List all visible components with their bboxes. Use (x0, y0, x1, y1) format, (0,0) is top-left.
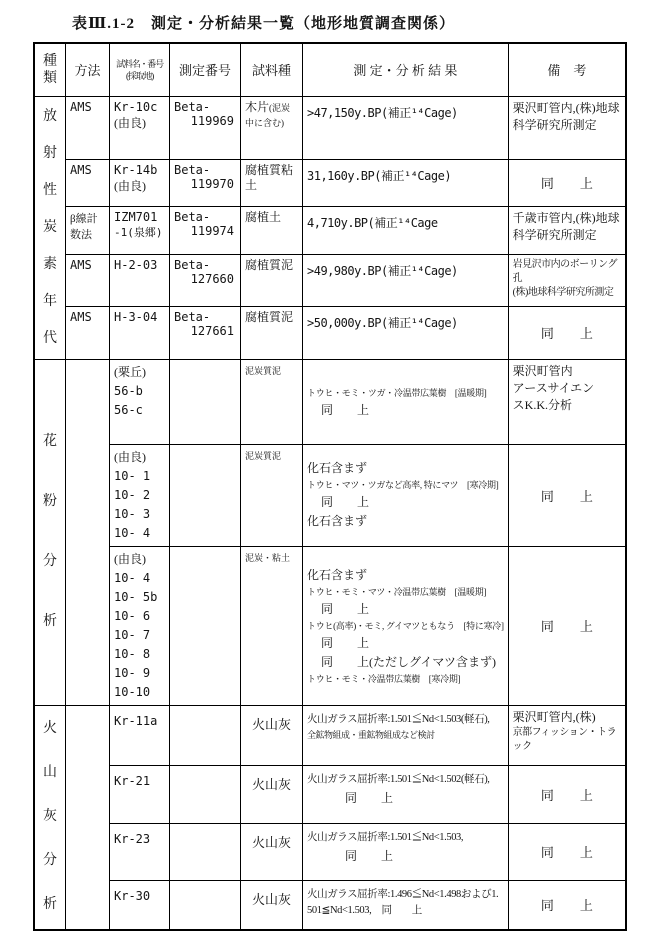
result-line-ditto: 同 上 (345, 848, 394, 863)
remark-line2: アースサイエン (512, 380, 595, 395)
sample-type-cell (241, 765, 303, 823)
sample-type-cell (241, 206, 303, 254)
sample-cell (110, 444, 170, 546)
sample-name: Kr-14b (114, 162, 158, 177)
table-row (34, 96, 626, 159)
result-line-ditto: 同 上 (321, 494, 370, 509)
result-cell (303, 546, 509, 705)
number-cell-empty (170, 880, 241, 930)
sample-type-value: 腐植質泥 (245, 257, 294, 272)
number-cell-empty (170, 546, 241, 705)
sample-type-value: 腐植質泥 (245, 309, 294, 324)
remark-cell (508, 823, 626, 880)
sample-location: (由良) (114, 115, 146, 130)
remark-value: 同 上 (540, 326, 593, 341)
sample-name: H-3-04 (114, 309, 158, 324)
sample-location: (由良) (114, 551, 146, 566)
result-line: トウヒ(高率)・モミ, グイマツともなう [特に寒冷] (307, 620, 504, 631)
result-line-ditto: 同 上 (321, 601, 370, 616)
sample-type-cell (241, 96, 303, 159)
sample-name: 10- 4 (114, 525, 151, 540)
number-cell-empty (170, 765, 241, 823)
sample-name: 10- 6 (114, 608, 151, 623)
remark-cell (508, 765, 626, 823)
sample-type-cell (241, 880, 303, 930)
sample-type-cell (241, 546, 303, 705)
sample-type-cell (241, 359, 303, 444)
header-category (34, 43, 66, 96)
sample-cell (110, 705, 170, 765)
remark-cell (508, 96, 626, 159)
method-value: β線計数法 (70, 212, 98, 241)
sample-type-value: 泥炭質泥 (245, 450, 282, 461)
result-line: 火山ガラス屈折率:1.496≦Nd<1.498および1. (307, 888, 499, 900)
number-prefix: Beta- (174, 257, 211, 272)
sample-type-value: 火山灰 (251, 716, 291, 732)
number-value: 119974 (190, 223, 234, 238)
table-row (34, 823, 626, 880)
remark-cell (508, 359, 626, 444)
remark-cell (508, 254, 626, 306)
table-row (34, 546, 626, 705)
method-cell (66, 254, 110, 306)
result-line-ditto: 同 上 (321, 402, 370, 417)
category-label-volcanic-ash: 火山灰分析 (43, 721, 57, 913)
remark-value: 同 上 (540, 787, 593, 803)
sample-type-cell (241, 254, 303, 306)
sample-type-value: 泥炭・粘土 (245, 552, 291, 563)
result-line: トウヒ・モミ・冷温帯広葉樹 [寒冷期] (307, 673, 461, 684)
header-sample-name-line2: (採取地) (126, 70, 153, 81)
result-line-ditto: 同 上 (345, 790, 394, 805)
sample-cell (110, 765, 170, 823)
result-cell (303, 359, 509, 444)
sample-cell (110, 206, 170, 254)
result-cell (303, 823, 509, 880)
remark-cell (508, 159, 626, 206)
result-cell (303, 880, 509, 930)
sample-name: IZM701 (114, 209, 158, 224)
result-line: トウヒ・モミ・ツガ・冷温帯広葉樹 [温暖期] (307, 387, 487, 398)
result-line: 火山ガラス屈折率:1.501≦Nd<1.503, (307, 831, 464, 843)
remark-value: 千歳市管内,(株)地球科学研究所測定 (512, 210, 620, 242)
method-cell (66, 206, 110, 254)
number-cell-empty (170, 359, 241, 444)
sample-name: Kr-30 (114, 888, 151, 903)
category-cell-radiocarbon (34, 96, 66, 359)
method-cell (66, 96, 110, 159)
result-line-ditto: 同 上 (321, 635, 370, 650)
number-cell (170, 254, 241, 306)
sample-name: Kr-23 (114, 831, 151, 846)
table-row (34, 359, 626, 444)
header-method-label: 方法 (74, 63, 101, 79)
number-cell (170, 206, 241, 254)
remark-line2: 京都フィッション・トラック (512, 726, 617, 752)
result-value: >50,000y.BP(補正¹⁴Cage) (307, 315, 458, 330)
sample-type-value: 火山灰 (251, 776, 291, 792)
sample-name: Kr-10c (114, 99, 158, 114)
remark-cell (508, 705, 626, 765)
result-cell (303, 96, 509, 159)
sample-name: 56-c (114, 402, 143, 417)
sample-type-value: 火山灰 (251, 891, 291, 907)
remark-cell (508, 306, 626, 359)
page-title: 表Ⅲ.1-2 測定・分析結果一覧（地形地質調査関係） (72, 16, 456, 32)
sample-type-value: 腐植質粘土 (245, 162, 294, 192)
header-result-label: 測 定・分 析 結 果 (353, 63, 458, 79)
result-line: 化石含まず (307, 567, 368, 582)
result-line: 化石含まず (307, 513, 368, 528)
category-label-pollen: 花粉分析 (43, 433, 57, 629)
table-row (34, 444, 626, 546)
method-cell-empty (66, 705, 110, 930)
remark-value: 同 上 (540, 619, 593, 634)
sample-type-value: 火山灰 (251, 834, 291, 850)
sample-cell (110, 359, 170, 444)
remark-line3: スK.K.分析 (512, 397, 573, 412)
sample-location: (栗丘) (114, 364, 146, 379)
remark-value: 栗沢町管内,(株)地球科学研究所測定 (512, 100, 620, 132)
result-line: トウヒ・マツ・ツガなど高率, 特にマツ [寒冷期] (307, 479, 499, 490)
sample-type-cell (241, 705, 303, 765)
sample-type-cell (241, 159, 303, 206)
sample-location: -1(泉郷) (114, 225, 163, 239)
result-line: トウヒ・モミ・マツ・冷温帯広葉樹 [温暖期] (307, 586, 487, 597)
category-cell-volcanic-ash (34, 705, 66, 930)
sample-type-note: (泥炭中に含む) (245, 102, 291, 128)
sample-name: 10- 7 (114, 627, 151, 642)
number-prefix: Beta- (174, 99, 211, 114)
header-sample-name (110, 43, 170, 96)
number-cell-empty (170, 705, 241, 765)
sample-type-value: 泥炭質泥 (245, 365, 282, 376)
header-category-label: 種類 (43, 53, 57, 86)
sample-name: 10- 2 (114, 487, 151, 502)
category-cell-pollen (34, 359, 66, 705)
number-value: 127660 (190, 271, 234, 286)
sample-cell (110, 306, 170, 359)
method-value: AMS (70, 99, 92, 114)
sample-name: 10- 3 (114, 506, 151, 521)
sample-type-value: 腐植土 (245, 209, 282, 224)
sample-cell (110, 96, 170, 159)
number-cell-empty (170, 823, 241, 880)
result-cell (303, 444, 509, 546)
result-line: 全鉱物組成・重鉱物組成など検討 (307, 729, 435, 740)
remark-line1: 岩見沢市内のボーリング孔 (512, 258, 617, 284)
sample-cell (110, 823, 170, 880)
table-row (34, 254, 626, 306)
table-row (34, 159, 626, 206)
sample-name: 10- 8 (114, 646, 151, 661)
remark-line1: 栗沢町管内 (512, 363, 573, 378)
header-remark-label: 備 考 (547, 63, 587, 79)
sample-name: 10- 9 (114, 665, 151, 680)
sample-name: Kr-21 (114, 773, 151, 788)
sample-location: (由良) (114, 178, 146, 193)
sample-type-cell (241, 306, 303, 359)
sample-name: H-2-03 (114, 257, 158, 272)
table-header-row (34, 43, 626, 96)
table-row (34, 880, 626, 930)
sample-location: (由良) (114, 449, 146, 464)
result-cell (303, 705, 509, 765)
result-line: 火山ガラス屈折率:1.501≦Nd<1.502(軽石), (307, 773, 490, 785)
remark-value: 同 上 (540, 176, 593, 191)
number-prefix: Beta- (174, 309, 211, 324)
table-row (34, 765, 626, 823)
result-line: 火山ガラス屈折率:1.501≦Nd<1.503(軽石), (307, 713, 490, 725)
remark-line1: 栗沢町管内,(株) (512, 709, 596, 724)
number-cell (170, 159, 241, 206)
remark-value: 同 上 (540, 488, 593, 504)
number-cell-empty (170, 444, 241, 546)
result-cell (303, 306, 509, 359)
number-value: 119969 (190, 113, 234, 128)
table-row (34, 306, 626, 359)
category-label-radiocarbon: 放射性炭素年代 (43, 109, 57, 346)
result-cell (303, 159, 509, 206)
result-value: 31,160y.BP(補正¹⁴Cage) (307, 168, 452, 183)
sample-type-value: 木片 (245, 99, 270, 114)
header-sample-name-line1: 試料名・番号 (116, 58, 163, 69)
result-line: 501≦Nd<1.503, 同 上 (307, 904, 422, 916)
method-value: AMS (70, 309, 92, 324)
result-cell (303, 254, 509, 306)
remark-cell (508, 880, 626, 930)
remark-cell (508, 206, 626, 254)
header-method (66, 43, 110, 96)
method-cell-empty (66, 359, 110, 705)
header-number-label: 測定番号 (178, 63, 231, 79)
result-cell (303, 206, 509, 254)
remark-value: 同 上 (540, 845, 593, 860)
table-row (34, 206, 626, 254)
result-line: 化石含まず (307, 460, 368, 475)
method-value: AMS (70, 257, 92, 272)
result-line-ditto: 同 上(ただしグイマツ含まず) (321, 654, 497, 669)
method-cell (66, 159, 110, 206)
header-sample-type-label: 試料種 (251, 63, 291, 79)
remark-cell (508, 444, 626, 546)
sample-name: 10- 4 (114, 570, 151, 585)
header-remark (508, 43, 626, 96)
sample-type-cell (241, 444, 303, 546)
method-value: AMS (70, 162, 92, 177)
result-value: >49,980y.BP(補正¹⁴Cage) (307, 263, 458, 278)
sample-name: 10- 1 (114, 468, 151, 483)
sample-cell (110, 159, 170, 206)
result-cell (303, 765, 509, 823)
sample-type-cell (241, 823, 303, 880)
table-row (34, 705, 626, 765)
number-cell (170, 96, 241, 159)
header-sample-type (241, 43, 303, 96)
number-cell (170, 306, 241, 359)
header-number (170, 43, 241, 96)
sample-name: 10-10 (114, 684, 151, 699)
header-result (303, 43, 509, 96)
results-table (33, 42, 627, 931)
sample-name: 56-b (114, 383, 143, 398)
sample-name: 10- 5b (114, 589, 158, 604)
number-value: 127661 (190, 323, 234, 338)
remark-line2: (株)地球科学研究所測定 (512, 286, 614, 298)
sample-cell (110, 880, 170, 930)
remark-value: 同 上 (540, 898, 593, 914)
result-value: >47,150y.BP(補正¹⁴Cage) (307, 105, 458, 120)
remark-cell (508, 546, 626, 705)
sample-cell (110, 254, 170, 306)
number-value: 119970 (190, 176, 234, 191)
number-prefix: Beta- (174, 209, 211, 224)
method-cell (66, 306, 110, 359)
sample-cell (110, 546, 170, 705)
result-value: 4,710y.BP(補正¹⁴Cage (307, 215, 438, 230)
number-prefix: Beta- (174, 162, 211, 177)
sample-name: Kr-11a (114, 713, 158, 728)
